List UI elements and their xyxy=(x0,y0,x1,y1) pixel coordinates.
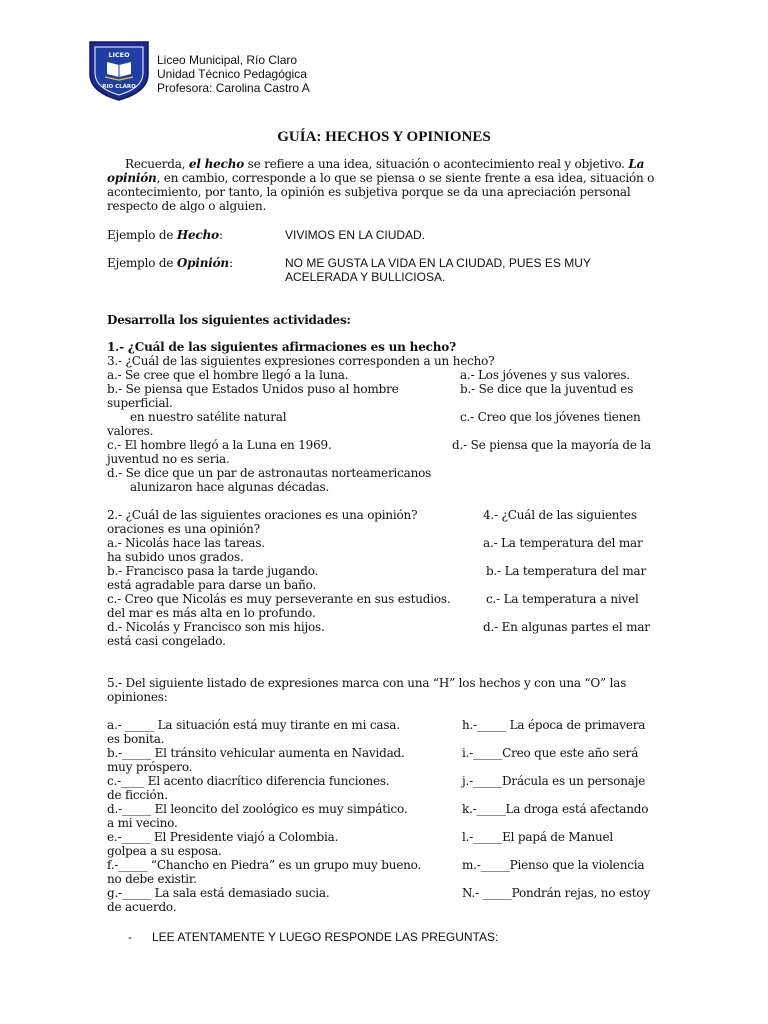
q5-row-left: d.-_____ El leoncito del zoológico es muy simpático. xyxy=(107,802,408,816)
logo-bottom-text: RIO CLARO xyxy=(102,84,136,90)
final-instruction: LEE ATENTAMENTE Y LUEGO RESPONDE LAS PREGUNTAS: xyxy=(152,930,499,944)
q5-row-cont: muy próspero. xyxy=(107,760,193,774)
q3-option-b-cont: superficial. xyxy=(107,396,173,410)
q5-row-left: a.- _____ La situación está muy tirante en mi casa. xyxy=(107,718,400,732)
example-opinion-text-2: ACELERADA Y BULLICIOSA. xyxy=(285,270,446,284)
q5-row-left: f.-_____ “Chancho en Piedra” es un grupo muy bueno. xyxy=(107,858,422,872)
q2-option-b-left: b.- Francisco pasa la tarde jugando. xyxy=(107,564,319,578)
q4-option-b-cont: está agradable para darse un baño. xyxy=(107,578,317,592)
q5-row-left: b.-_____ El tránsito vehicular aumenta en Navidad. xyxy=(107,746,405,760)
school-logo-icon xyxy=(88,40,150,102)
q5-row-left: g.-_____ La sala está demasiado sucia. xyxy=(107,886,330,900)
q3-option-d-left-2: alunizaron hace algunas décadas. xyxy=(130,480,330,494)
activities-heading: Desarrolla los siguientes actividades: xyxy=(107,313,351,327)
q5-row-cont: de ficción. xyxy=(107,788,168,802)
q3-option-c-cont: valores. xyxy=(107,424,154,438)
intro-line-4: respecto de algo o alguien. xyxy=(107,199,267,213)
q3-option-b-right: b.- Se dice que la juventud es xyxy=(460,382,634,396)
q4-option-c-right: c.- La temperatura a nivel xyxy=(486,592,639,606)
q3-option-d-left: d.- Se dice que un par de astronautas norteamericanos xyxy=(107,466,432,480)
header-teacher: Profesora: Carolina Castro A xyxy=(157,81,310,95)
header-school-name: Liceo Municipal, Río Claro xyxy=(157,53,298,67)
intro-line-2: opinión, en cambio, corresponde a lo que se piensa o se siente frente a esa idea, situación o xyxy=(107,171,655,185)
q5-row-right: i.-_____Creo que este año será xyxy=(462,746,639,760)
question-1: 1.- ¿Cuál de las siguientes afirmaciones es un hecho? xyxy=(107,340,456,354)
q3-option-b-left: b.- Se piensa que Estados Unidos puso al hombre xyxy=(107,382,399,396)
question-5: 5.- Del siguiente listado de expresiones marca con una “H” los hechos y con una “O” las xyxy=(107,676,627,690)
q5-row-right: N.- _____Pondrán rejas, no estoy xyxy=(462,886,651,900)
q3-option-d-cont: juventud no es seria. xyxy=(107,452,230,466)
q3-option-c-right: c.- Creo que los jóvenes tienen xyxy=(460,410,641,424)
example-opinion-label: Ejemplo de Opinión: xyxy=(107,256,233,270)
q5-row-right: h.-_____ La época de primavera xyxy=(462,718,646,732)
q3-option-a-right: a.- Los jóvenes y sus valores. xyxy=(460,368,630,382)
q5-row-cont: golpea a su esposa. xyxy=(107,844,222,858)
header-unit: Unidad Técnico Pedagógica xyxy=(157,67,307,81)
question-4: 4.- ¿Cuál de las siguientes xyxy=(483,508,637,522)
q5-row-right: l.-_____El papá de Manuel xyxy=(462,830,614,844)
logo-top-text: LICEO xyxy=(108,51,130,59)
question-3: 3.- ¿Cuál de las siguientes expresiones corresponden a un hecho? xyxy=(107,354,495,368)
q4-option-c-cont: del mar es más alta en lo profundo. xyxy=(107,606,316,620)
q4-option-b-right: b.- La temperatura del mar xyxy=(486,564,647,578)
q3-option-a-left: a.- Se cree que el hombre llegó a la luna. xyxy=(107,368,349,382)
q2-option-a-left: a.- Nicolás hace las tareas. xyxy=(107,536,265,550)
q5-row-cont: a mi vecino. xyxy=(107,816,178,830)
page-title: GUÍA: HECHOS Y OPINIONES xyxy=(277,129,491,145)
question-2: 2.- ¿Cuál de las siguientes oraciones es una opinión? xyxy=(107,508,418,522)
q4-option-d-right: d.- En algunas partes el mar xyxy=(483,620,650,634)
q2-option-d-left: d.- Nicolás y Francisco son mis hijos. xyxy=(107,620,325,634)
q4-option-d-cont: está casi congelado. xyxy=(107,634,226,648)
intro-line-1: Recuerda, el hecho se refiere a una idea, situación o acontecimiento real y objetivo. La xyxy=(125,157,645,171)
example-opinion-text-1: NO ME GUSTA LA VIDA EN LA CIUDAD, PUES ES MUY xyxy=(285,256,591,270)
q3-option-c-left: c.- El hombre llegó a la Luna en 1969. xyxy=(107,438,332,452)
q4-option-a-right: a.- La temperatura del mar xyxy=(483,536,643,550)
question-5-cont: opiniones: xyxy=(107,690,168,704)
example-hecho-text: VIVIMOS EN LA CIUDAD. xyxy=(285,228,426,242)
q5-row-right: m.-_____Pienso que la violencia xyxy=(462,858,645,872)
q4-option-a-cont: ha subido unos grados. xyxy=(107,550,244,564)
q5-row-right: j.-_____Drácula es un personaje xyxy=(462,774,646,788)
q2-option-c-left: c.- Creo que Nicolás es muy perseverante en sus estudios. xyxy=(107,592,451,606)
q5-row-cont: de acuerdo. xyxy=(107,900,177,914)
q3-option-d-right: d.- Se piensa que la mayoría de la xyxy=(452,438,651,452)
q5-row-left: e.-_____ El Presidente viajó a Colombia. xyxy=(107,830,339,844)
q5-row-right: k.-_____La droga está afectando xyxy=(462,802,649,816)
q5-row-cont: es bonita. xyxy=(107,732,165,746)
example-hecho-label: Ejemplo de Hecho: xyxy=(107,228,223,242)
q5-row-cont: no debe existir. xyxy=(107,872,197,886)
final-bullet: - xyxy=(128,930,132,944)
q3-option-b-left-2: en nuestro satélite natural xyxy=(130,410,287,424)
q5-row-left: c.-____ El acento diacrítico diferencia funciones. xyxy=(107,774,390,788)
question-2-cont: oraciones es una opinión? xyxy=(107,522,260,536)
intro-line-3: acontecimiento, por tanto, la opinión es subjetiva porque se da una apreciación personal xyxy=(107,185,631,199)
